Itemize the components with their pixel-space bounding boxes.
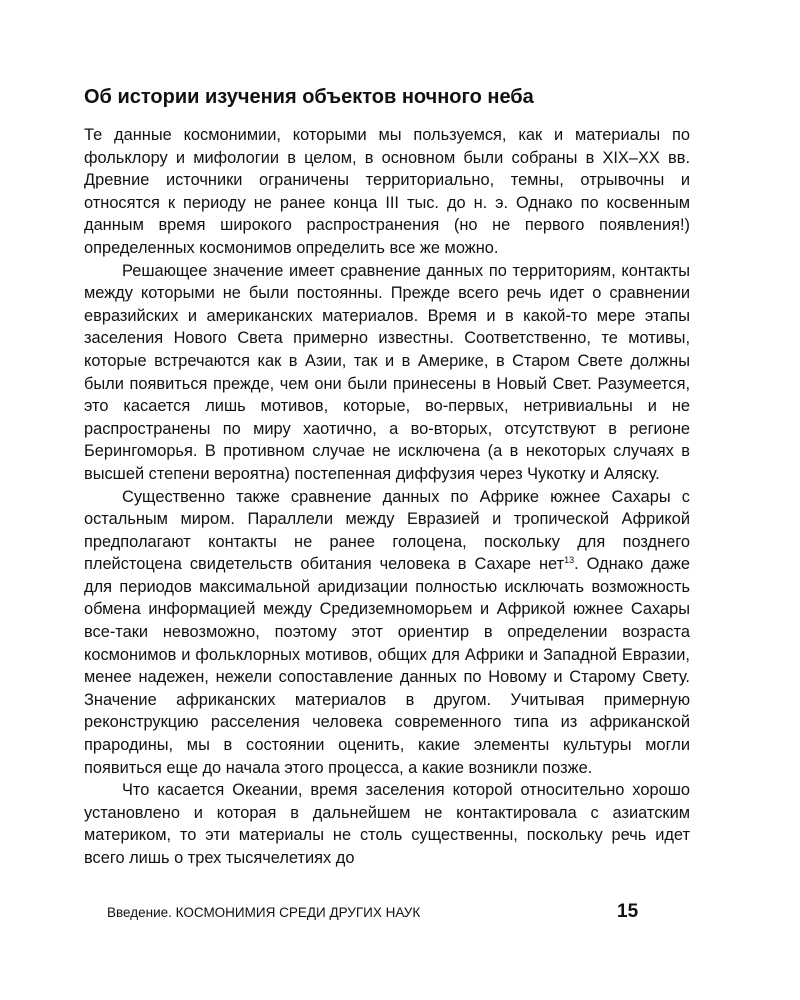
body-text — [84, 124, 690, 870]
paragraph: Те данные космонимии, которыми мы пользуемся, как и материалы по фольклору и мифологии в целом, в основном были собраны в XIX–XX вв. Древние источники ограничены территориально, темны, отрывочны и относятся к периоду не ранее конца III тыс. до н. э. Однако по косвенным данным время широкого распространения (но не первого появления!) определенных космонимов определить все же можно. — [84, 126, 690, 257]
paragraph: Решающее значение имеет сравнение данных по территориям, контакты между которыми не были постоянны. Прежде всего речь идет о сравнении евразийских и американских материалов. Время и в какой-то мере этапы заселения Нового Света примерно известны. Соответственно, те мотивы, которые встречаются как в Азии, так и в Америке, в Старом Свете должны были появиться прежде, чем они были принесены в Новый Свет. Разумеется, это касается лишь мотивов, которые, во-первых, нетривиальны и не распространены по миру хаотично, а во-вторых, отсутствуют в регионе Берингоморья. В противном случае не исключена (а в некоторых случаях в высшей степени вероятна) постепенная диффузия через Чукотку и Аляску. — [84, 261, 690, 483]
page-footer — [107, 900, 647, 924]
running-head: Введение. КОСМОНИМИЯ СРЕДИ ДРУГИХ НАУК — [107, 905, 421, 920]
paragraph — [84, 486, 690, 780]
paragraph-text-before-footnote: Существенно также сравнение данных по Африке южнее Сахары с остальным миром. Параллели между Евразией и тропической Африкой предполагают контакты не ранее голоцена, поскольку для позднего плейстоцена свидетельств обитания человека в Сахаре нет — [84, 487, 690, 574]
page-number: 15 — [617, 901, 639, 922]
paragraph: Что касается Океании, время заселения которой относительно хорошо установлено и которая в дальнейшем не контактировала с азиатским материком, то эти материалы не столь существенны, поскольку речь идет всего лишь о трех тысячелетиях до — [84, 781, 690, 867]
section-title: Об истории изучения объектов ночного неба — [84, 86, 534, 108]
footnote-reference[interactable]: 13 — [564, 555, 575, 566]
paragraph-text-after-footnote: . Однако даже для периодов максимальной аридизации полностью исключать возможность обмена информацией между Средиземноморьем и Африкой южнее Сахары все-таки невозможно, поэтому этот ориентир в определении возраста космонимов и фольклорных мотивов, общих для Африки и Западной Евразии, менее надежен, нежели сопоставление данных по Новому и Старому Свету. Значение африканских материалов в другом. Учитывая примерную реконструкцию расселения человека современного типа из африканской прародины, мы в состоянии оценить, какие элементы культуры могли появиться еще до начала этого процесса, а какие возникли позже. — [84, 555, 690, 777]
